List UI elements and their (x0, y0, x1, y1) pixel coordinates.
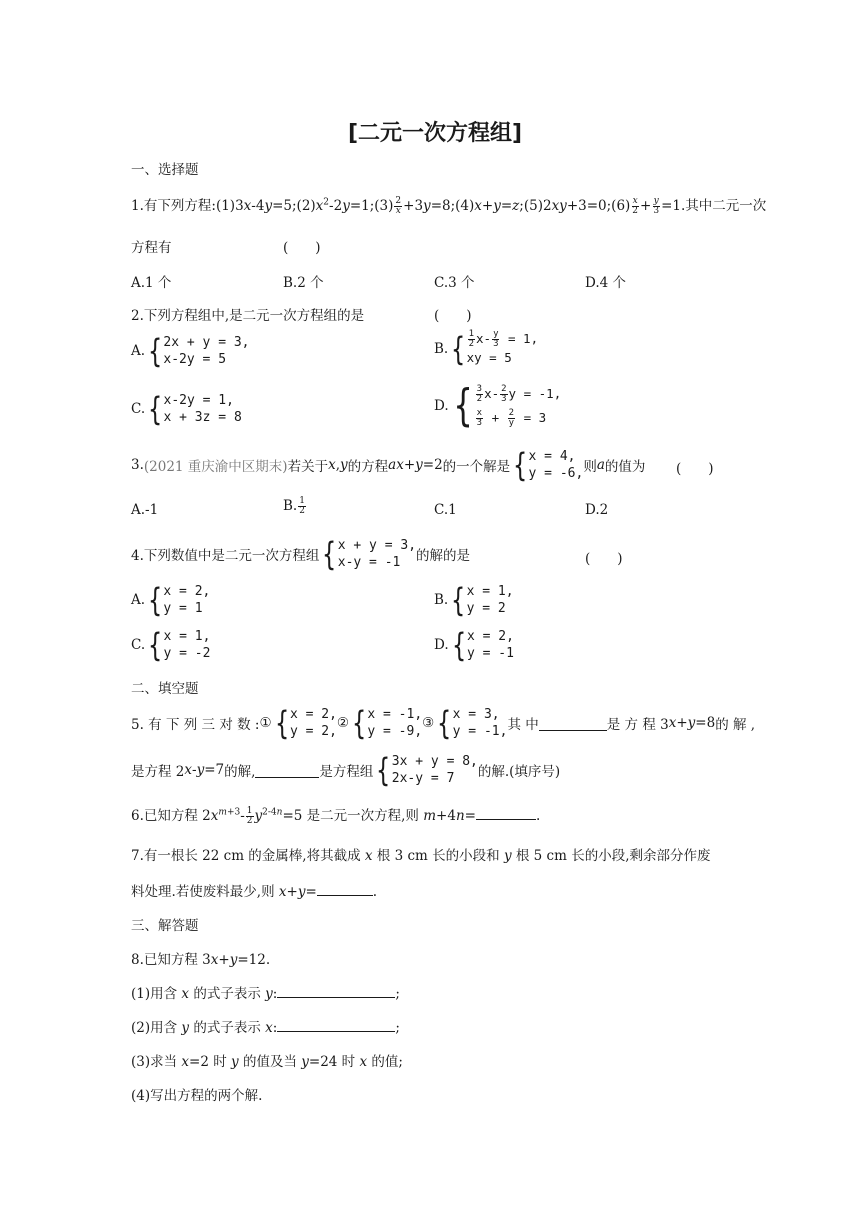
question-8-stem: 8.已知方程 3x+y=12. (131, 952, 271, 968)
q2-option-a: A. { 2x + y = 3, x-2y = 5 (131, 332, 250, 370)
q3-option-c: C.1 (434, 502, 457, 518)
q2-option-c: C. { x-2y = 1, x + 3z = 8 (131, 390, 242, 428)
answer-paren: ( ) (676, 461, 714, 477)
section-heading-answer: 三、解答题 (131, 918, 199, 934)
q3-option-d: D.2 (585, 502, 609, 518)
question-1-stem-line2: 方程有 (131, 240, 172, 256)
q2-option-d: D. { $\frac{3}{2}$ x- $\frac{2}{3}$ y = -1, $\frac{x}{3}$ + $\frac{2}{y}$ = 3 (434, 380, 562, 431)
question-8-part-1: (1)用含 x 的式子表示 y: ; (131, 982, 400, 1002)
question-8-part-2: (2)用含 y 的式子表示 x: ; (131, 1016, 400, 1036)
question-1-stem: 1.有下列方程$:(1)3x-4y=5;(2)x^2-2y=1;(3)$ $\frac{2}{x}$ +3y=8;(4)x+y=z;(5)2xy+3=0;(6) $\frac{x}{2}$ + $\frac{y}{3}$ =1.其中二元一次 (131, 196, 767, 216)
question-7-line2: 料处理.若使废料最少,则 x+y= . (131, 880, 377, 900)
q4-option-a: A. { x = 2, y = 1 (131, 581, 211, 619)
page-title: [二元一次方程组] (348, 121, 523, 146)
q1-option-a: A.1 个 (131, 275, 172, 291)
answer-paren: ( ) (585, 551, 623, 567)
q3-option-a: A.-1 (131, 502, 159, 518)
question-3-stem: 3. (2021 重庆渝中区期末) 若关于 x , y 的方程 ax + y =2 的一个解是 { x = 4, y = -6, 则 a 的值为 (131, 446, 646, 484)
q4-option-c: C. { x = 1, y = -2 (131, 626, 211, 664)
q4-option-b: B. { x = 1, y = 2 (434, 581, 514, 619)
question-2-stem: 2.下列方程组中,是二元一次方程组的是 (131, 308, 365, 324)
question-4-stem: 4.下列数值中是二元一次方程组 { x + y = 3, x-y = -1 的解的是 (131, 535, 471, 573)
q4-option-d: D. { x = 2, y = -1 (434, 626, 514, 664)
question-8-part-4: (4)写出方程的两个解. (131, 1088, 263, 1104)
section-heading-choice: 一、选择题 (131, 162, 199, 178)
q3-option-b: B. $\frac{1}{2}$ (283, 496, 305, 516)
q2-option-b: B. { $\frac{1}{2}$ x- $\frac{y}{3}$ = 1, xy = 5 (434, 329, 539, 368)
answer-paren: ( ) (283, 240, 321, 256)
question-7-line1: 7.有一根长 22 cm 的金属棒,将其截成 x 根 3 cm 长的小段和 y 根 5 cm 长的小段,剩余部分作废 (131, 848, 711, 864)
section-heading-fill: 二、填空题 (131, 681, 199, 697)
question-5-line1: 5. 有 下 列 三 对 数 : ① { x = 2, y = 2, ② { x = -1, y = -9, ③ { x = 3, y = -1, 其 中 是 方 程 3 x + y =8 的 解 , (131, 704, 756, 742)
q1-option-b: B.2 个 (283, 275, 324, 291)
q1-option-d: D.4 个 (585, 275, 627, 291)
question-8-part-3: (3)求当 x=2 时 y 的值及当 y=24 时 x 的值; (131, 1054, 403, 1070)
question-6: 6.已知方程 $2x^{m+3}-$ $\frac{1}{2}$ $y^{2-4n}=5$ 是二元一次方程,则 m+4n= . (131, 806, 541, 826)
question-5-line2: 是方程 2 x - y =7 的解, 是方程组 { 3x + y = 8, 2x-y = 7 的解.(填序号) (131, 751, 561, 789)
answer-paren: ( ) (434, 308, 472, 324)
q1-option-c: C.3 个 (434, 275, 475, 291)
